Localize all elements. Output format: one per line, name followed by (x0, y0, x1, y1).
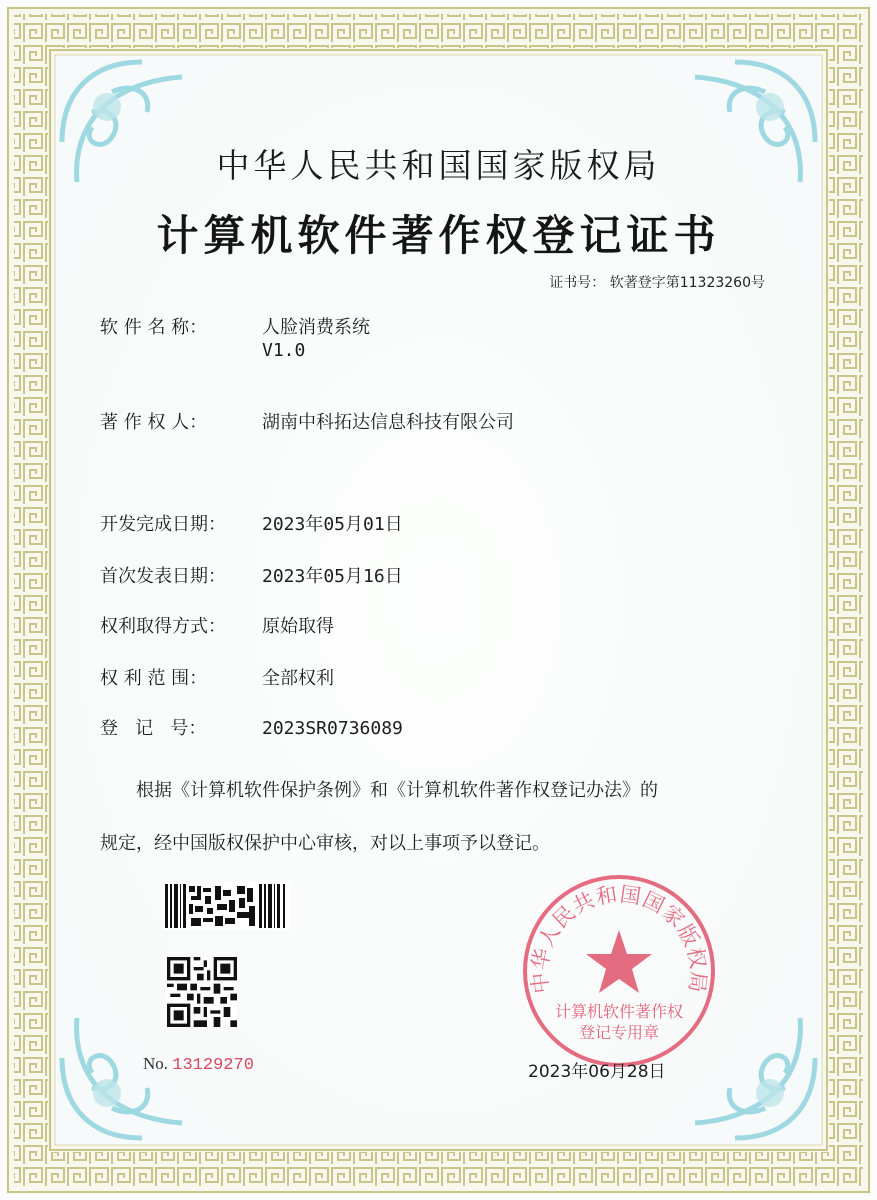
certificate-title: 计算机软件著作权登记证书 (156, 211, 721, 260)
field-label: 软 件 名 称： (100, 317, 208, 338)
legal-basis-line-1: 根据《计算机软件保护条例》和《计算机软件著作权登记办法》的 (136, 780, 658, 801)
corner-ornament-top-right (655, 52, 825, 222)
field-label: 权 利 范 围： (100, 668, 208, 689)
issuing-authority: 中华人民共和国国家版权局 (216, 146, 661, 185)
field-value: 全部权利 (262, 668, 334, 689)
seal-line-1: 计算机软件著作权 (554, 1002, 684, 1021)
field-copyright-owner (100, 408, 514, 434)
barcode (163, 882, 291, 930)
field-label: 登 记 号： (100, 718, 207, 739)
field-label: 首次发表日期： (100, 566, 226, 587)
field-label: 著 作 权 人： (100, 412, 208, 433)
field-software-name (100, 313, 370, 339)
field-value-version: V1.0 (262, 340, 306, 361)
field-value: 2023年05月01日 (262, 514, 403, 535)
field-value: 湖南中科拓达信息科技有限公司 (262, 412, 514, 433)
field-label: 开发完成日期： (100, 514, 226, 535)
qr-code (167, 957, 237, 1027)
field-value: 2023年05月16日 (262, 566, 403, 587)
seal-star-icon (586, 930, 652, 993)
field-value: 人脸消费系统 (262, 317, 370, 338)
official-seal (520, 872, 718, 1070)
seal-line-2: 登记专用章 (578, 1023, 660, 1042)
field-completion-date (100, 510, 403, 536)
field-acquisition-method (100, 612, 334, 638)
field-publication-date (100, 562, 403, 588)
serial-value: 13129270 (172, 1056, 254, 1075)
issue-date: 2023年06月28日 (528, 1062, 666, 1082)
field-value: 原始取得 (262, 616, 334, 637)
corner-ornament-top-left (52, 52, 222, 222)
field-registration-number (100, 714, 403, 740)
field-label: 权利取得方式： (100, 616, 226, 637)
serial-number (143, 1054, 254, 1075)
field-value: 2023SR0736089 (262, 718, 403, 739)
legal-basis-line-2: 规定，经中国版权保护中心审核，对以上事项予以登记。 (100, 833, 550, 854)
certificate-number: 证书号： 软著登字第11323260号 (549, 275, 765, 291)
serial-prefix: No. (143, 1054, 169, 1073)
field-software-version (262, 340, 305, 361)
field-rights-scope (100, 664, 334, 690)
seal-outer-text: 中华人民共和国国家版权局 (527, 882, 711, 995)
